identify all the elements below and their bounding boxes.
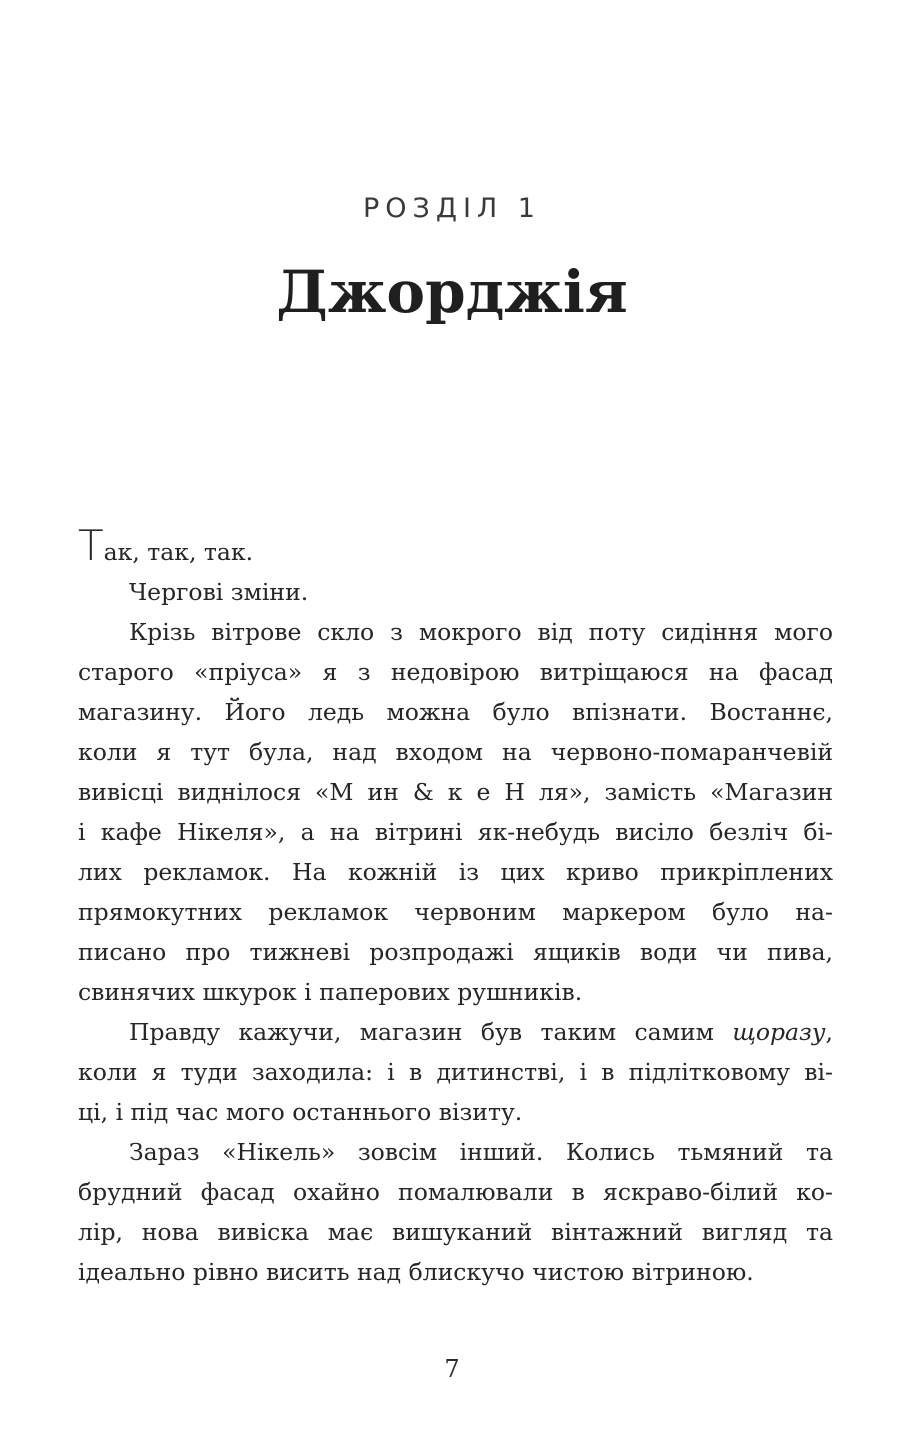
page-number: 7 bbox=[444, 1355, 460, 1383]
paragraph-3-line: лих рекламок. На кожній із цих криво прикріплених bbox=[78, 858, 833, 886]
paragraph-3-line: свинячих шкурок і паперових рушників. bbox=[78, 978, 583, 1006]
paragraph-3-line: магазину. Його ледь можна було впізнати. Востаннє, bbox=[78, 698, 833, 726]
paragraph-4-comma: , bbox=[825, 1018, 833, 1046]
paragraph-4-line bbox=[78, 1012, 833, 1052]
paragraph-3-line: писано про тижневі розпродажі ящиків води чи пива, bbox=[78, 938, 833, 966]
paragraph-5-line: Зараз «Нікель» зовсім інший. Колись тьмяний та bbox=[129, 1138, 833, 1166]
paragraph-4-text: Правду кажучи, магазин був таким самим bbox=[129, 1018, 733, 1046]
paragraph-5-line: ідеально рівно висить над блискучо чистою вітриною. bbox=[78, 1258, 754, 1286]
paragraph-3-line: коли я тут була, над входом на червоно-помаранчевій bbox=[78, 738, 833, 766]
paragraph-3-line: старого «пріуса» я з недовірою витріщаюся на фасад bbox=[78, 658, 833, 686]
paragraph-2: Чергові зміни. bbox=[129, 578, 309, 606]
paragraph-3-line: вивісці виднілося «М ин & к е Н ля», замість «Магазин bbox=[78, 778, 833, 806]
paragraph-5-line: брудний фасад охайно помалювали в яскраво-білий ко- bbox=[78, 1178, 833, 1206]
paragraph-3-line: і кафе Нікеля», а на вітрині як-небудь висіло безліч бі- bbox=[78, 818, 833, 846]
paragraph-4-line: коли я туди заходила: і в дитинстві, і в підлітковому ві- bbox=[78, 1058, 833, 1086]
paragraph-4-line: ці, і під час мого останнього візиту. bbox=[78, 1098, 523, 1126]
paragraph-5-line: лір, нова вивіска має вишуканий вінтажний вигляд та bbox=[78, 1218, 833, 1246]
paragraph-1 bbox=[78, 520, 833, 572]
paragraph-1-text: ак, так, так. bbox=[103, 538, 254, 566]
body-text bbox=[78, 520, 833, 1292]
chapter-title: Джорджія bbox=[276, 258, 628, 326]
paragraph-3-line: Крізь вітрове скло з мокрого від поту сидіння мого bbox=[129, 618, 833, 646]
drop-cap: Т bbox=[78, 521, 104, 570]
paragraph-3-line: прямокутних рекламок червоним маркером було на- bbox=[78, 898, 833, 926]
emphasis-text: щоразу bbox=[732, 1018, 826, 1046]
chapter-label: РОЗДІЛ 1 bbox=[363, 193, 541, 224]
